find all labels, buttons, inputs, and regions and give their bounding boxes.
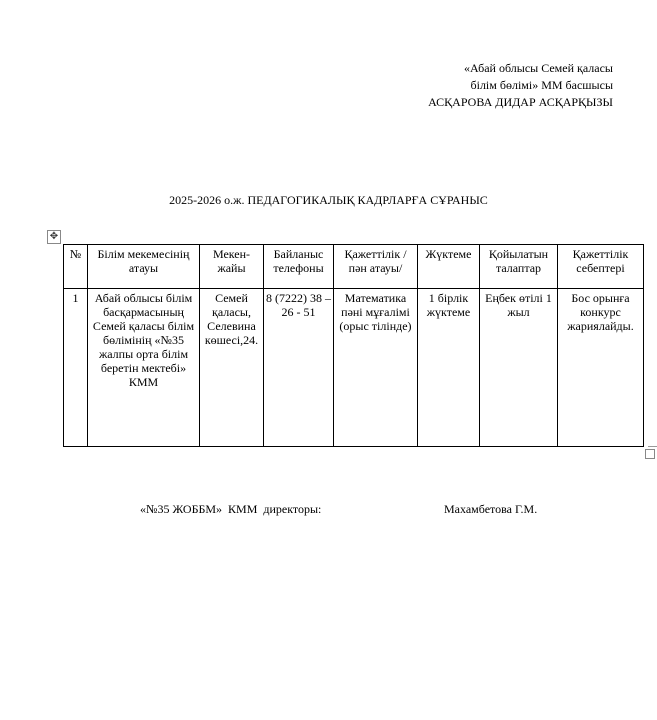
requirements-table — [63, 244, 644, 447]
header-number: № — [64, 245, 88, 289]
document-title: 2025-2026 о.ж. ПЕДАГОГИКАЛЫҚ КАДРЛАРҒА СҰРАНЫС — [169, 193, 488, 207]
cell-phone: 8 (7222) 38 – 26 - 51 — [264, 289, 334, 447]
header-institution: Білім мекемесінің атауы — [88, 245, 200, 289]
header-workload: Жүктеме — [418, 245, 480, 289]
table-row — [64, 289, 644, 447]
cell-workload: 1 бірлік жүктеме — [418, 289, 480, 447]
addressee-block — [428, 60, 613, 111]
header-address: Мекен-жайы — [200, 245, 264, 289]
header-requirements: Қойылатын талаптар — [480, 245, 558, 289]
addressee-line-3: АСҚАРОВА ДИДАР АСҚАРҚЫЗЫ — [428, 95, 613, 109]
cell-reasons: Бос орынға конкурс жариялайды. — [558, 289, 644, 447]
table-resize-handle-icon[interactable] — [645, 449, 655, 459]
cell-institution: Абай облысы білім басқармасының Семей қаласы білім бөлімінің «№35 жалпы орта білім беретін мектебі» КММ — [88, 289, 200, 447]
director-name: Махамбетова Г.М. — [444, 502, 538, 516]
table-move-handle-icon[interactable]: ✥ — [47, 230, 61, 244]
director-label: «№35 ЖОББМ» КММ директоры: — [140, 502, 322, 516]
cell-requirements: Еңбек өтілі 1 жыл — [480, 289, 558, 447]
table-header-row — [64, 245, 644, 289]
header-phone: Байланыс телефоны — [264, 245, 334, 289]
cell-subject: Математика пәні мұғалімі (орыс тілінде) — [334, 289, 418, 447]
header-reasons: Қажеттілік себептері — [558, 245, 644, 289]
cell-number: 1 — [64, 289, 88, 447]
addressee-line-2: білім бөлімі» ММ басшысы — [470, 78, 613, 92]
page-margin-mark — [648, 446, 657, 447]
cell-address: Семей қаласы, Селевина көшесі,24. — [200, 289, 264, 447]
header-subject: Қажеттілік /пән атауы/ — [334, 245, 418, 289]
addressee-line-1: «Абай облысы Семей қаласы — [464, 61, 613, 75]
